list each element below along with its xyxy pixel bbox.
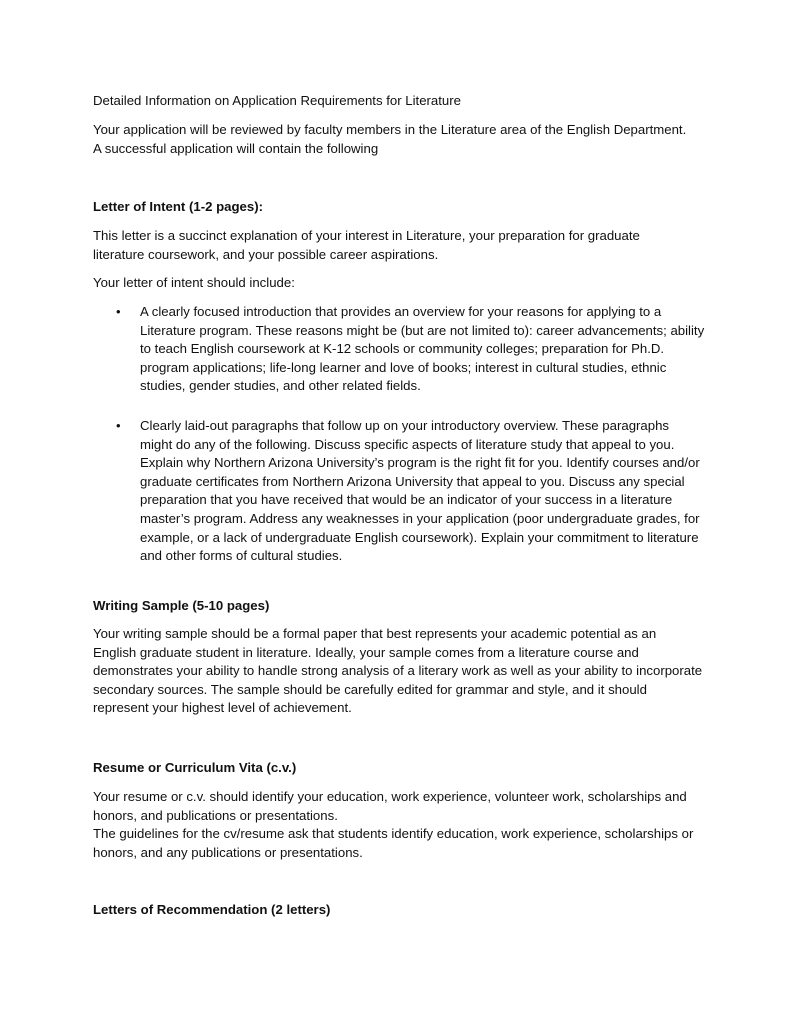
bullet-marker: •: [116, 418, 121, 433]
writing-sample-paragraph: Your writing sample should be a formal paper that best represents your academic potential as an English graduate student in literature. Ideally, your sample comes from a literature course and demonstrates your ability to handle strong analysis of a literary work as well as your ability to incorporate secondary sources. The sample should be carefully edited for grammar and style, and it should represent your highest level of achievement.: [93, 626, 703, 716]
letter-of-intent-paragraph: This letter is a succinct explanation of your interest in Literature, your preparation for graduate literature coursework, and your possible career aspirations.: [93, 228, 640, 262]
writing-sample-heading: Writing Sample (5-10 pages): [93, 598, 270, 613]
document-title: Detailed Information on Application Requirements for Literature: [93, 93, 461, 108]
intro-line-2: A successful application will contain the following: [93, 141, 379, 156]
resume-paragraph-2: The guidelines for the cv/resume ask that students identify education, work experience, scholarships or honors, and any publications or presentations.: [93, 826, 694, 860]
loi-bullet-2: Clearly laid-out paragraphs that follow up on your introductory overview. These paragraphs might do any of the following. Discuss specific aspects of literature study that appeal to you. Explain why Northern Arizona University’s program is the right fit for you. Identify courses and/or graduate certificates from Northern Arizona University that appeal to you. Discuss any special preparation that you have received that would be an indicator of your success in a literature master’s program. Address any weaknesses in your application (poor undergraduate grades, for example, or a lack of undergraduate English coursework). Explain your commitment to literature and other forms of cultural studies.: [140, 418, 700, 564]
recommendation-heading: Letters of Recommendation (2 letters): [93, 902, 331, 917]
letter-of-intent-heading: Letter of Intent (1-2 pages):: [93, 199, 263, 214]
loi-bullet-1: A clearly focused introduction that provides an overview for your reasons for applying to a Literature program. These reasons might be (but are not limited to): career advancements; ability to teach English coursework at K-12 schools or community colleges; preparation for Ph.D. program applications; life-long learner and love of books; interest in cultural studies, ethnic studies, gender studies, and other related fields.: [140, 304, 705, 394]
bullet-marker: •: [116, 304, 121, 319]
resume-paragraph-1: Your resume or c.v. should identify your education, work experience, volunteer work, scholarships and honors, and publications or presentations.: [93, 789, 687, 823]
letter-of-intent-lead: Your letter of intent should include:: [93, 275, 295, 290]
resume-heading: Resume or Curriculum Vita (c.v.): [93, 760, 297, 775]
intro-line-1: Your application will be reviewed by faculty members in the Literature area of the English Department.: [93, 122, 687, 137]
